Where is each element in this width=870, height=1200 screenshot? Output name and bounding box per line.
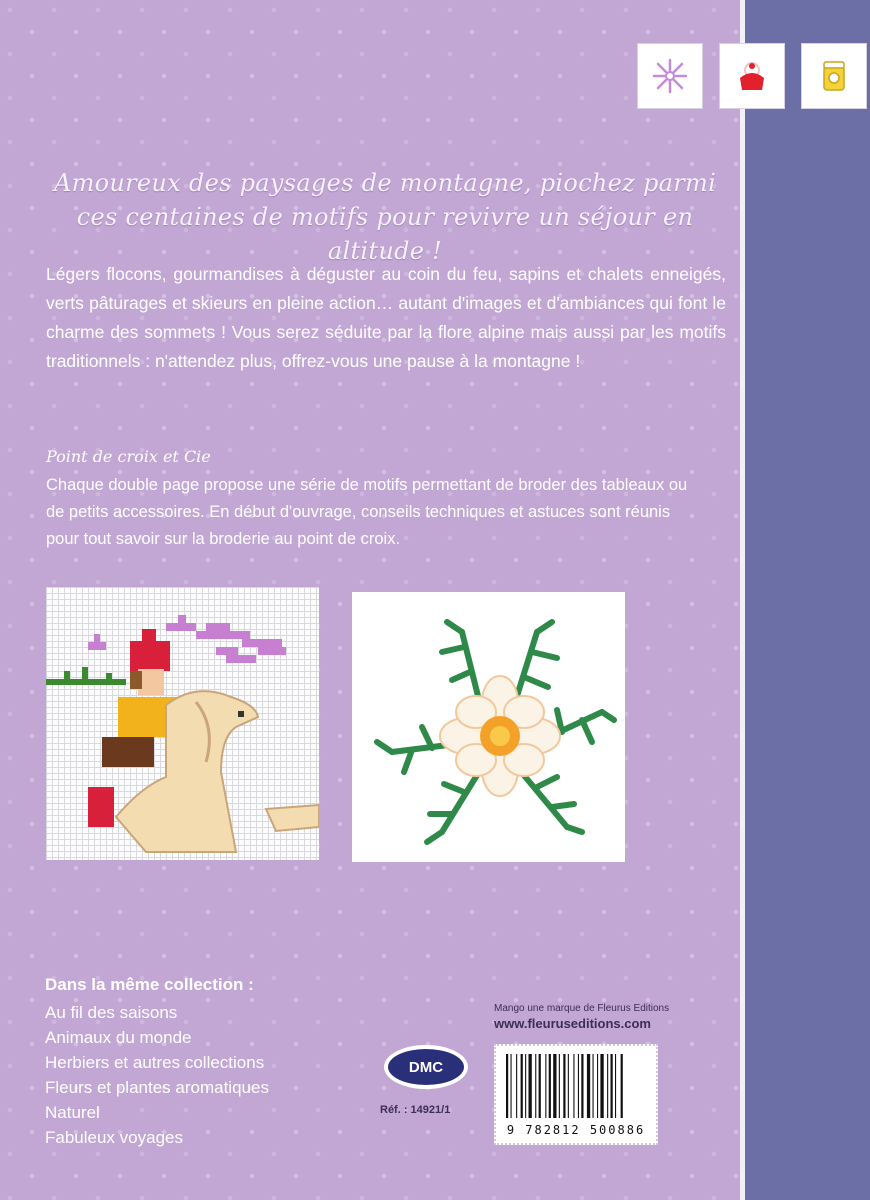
collection-item: Fabuleux voyages	[45, 1128, 183, 1147]
cupcake-icon	[732, 56, 772, 96]
cross-stitch-child-dog-image	[46, 587, 319, 860]
section-title: Point de croix et Cie	[46, 447, 211, 466]
spine	[745, 0, 870, 1200]
barcode	[494, 1044, 658, 1145]
section-body: Chaque double page propose une série de motifs permettant de broder des tableaux ou de petits accessoires. En début d'ouvrage, conseils techniques et astuces sont réunis pour tout savoir sur la broderie au point de croix.	[46, 476, 688, 548]
jar-stamp	[802, 44, 866, 108]
dmc-logo-text: DMC	[388, 1049, 464, 1085]
cross-stitch-flower-image	[352, 592, 625, 862]
collection-item: Au fil des saisons	[45, 1003, 178, 1022]
alpine-flower-illustration	[352, 592, 625, 862]
snowflake-icon	[650, 56, 690, 96]
publisher-website: www.fleuruseditions.com	[494, 1016, 651, 1031]
collection-item: Herbiers et autres collections	[45, 1053, 265, 1072]
collection-title: Dans la même collection :	[45, 975, 254, 994]
jar-icon	[814, 56, 854, 96]
publisher-line: Mango une marque de Fleurus Editions	[494, 1003, 670, 1014]
barcode-bars	[496, 1052, 656, 1124]
dmc-logo	[384, 1045, 468, 1089]
child-dog-illustration	[46, 587, 319, 860]
collection-item: Animaux du monde	[45, 1028, 192, 1047]
collection-item: Naturel	[45, 1103, 100, 1122]
intro-paragraph: Légers flocons, gourmandises à déguster au coin du feu, sapins et chalets enneigés, verts pâturages et skieurs en pleine action… autant d'images et d'ambiances qui font le charme des sommets ! Vous serez séduite par la flore alpine mais aussi par les motifs traditionnels : n'attendez plus, offrez-vous une pause à la montagne !	[46, 264, 726, 371]
isbn-number: 9 782812 500886	[506, 1123, 646, 1137]
reference-number: Réf. : 14921/1	[380, 1104, 451, 1116]
collection-list	[45, 1000, 269, 1150]
collection-item: Fleurs et plantes aromatiques	[45, 1078, 269, 1097]
tagline: Amoureux des paysages de montagne, piochez parmi ces centaines de motifs pour revivre un séjour en altitude !	[53, 169, 717, 265]
cupcake-stamp	[720, 44, 784, 108]
snowflake-stamp	[638, 44, 702, 108]
